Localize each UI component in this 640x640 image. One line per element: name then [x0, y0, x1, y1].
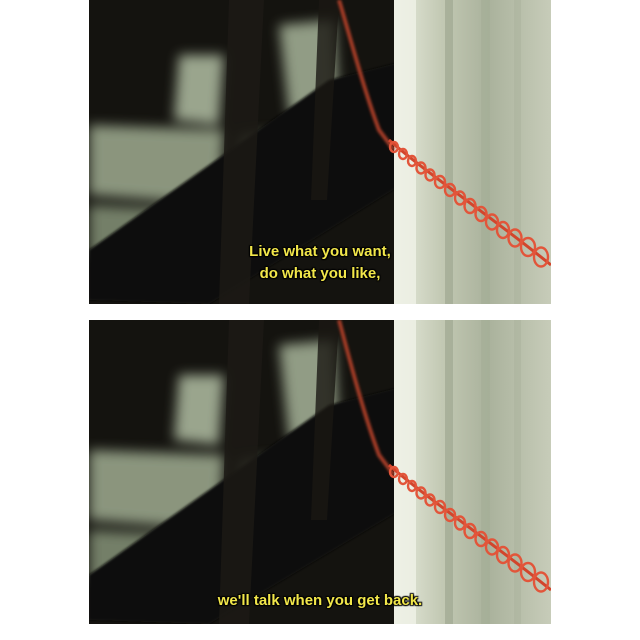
film-still-top: [89, 0, 551, 304]
scene-stairs-phone-cord: [89, 320, 551, 624]
subtitle-line: Live what you want,: [249, 243, 391, 260]
subtitle-line: we'll talk when you get back.: [217, 592, 423, 609]
film-still-bottom: [89, 320, 551, 624]
subtitle-bottom: [89, 590, 551, 612]
subtitle-line: do what you like,: [259, 265, 381, 282]
subtitle-top: [89, 241, 551, 285]
